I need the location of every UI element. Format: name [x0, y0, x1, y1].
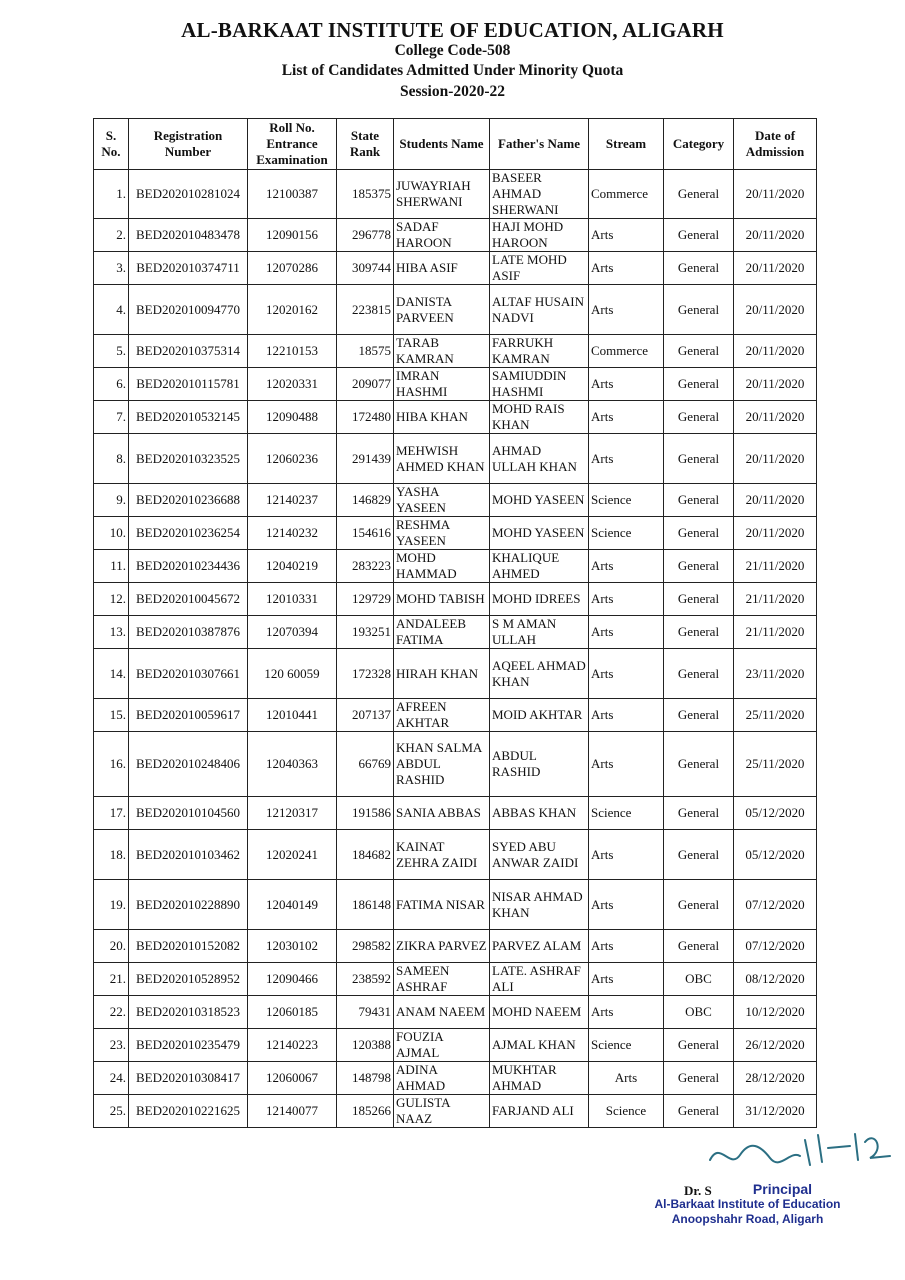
cell-registration: BED202010152082 [129, 930, 248, 963]
col-header-stream: Stream [589, 119, 664, 170]
cell-student: KHAN SALMA ABDUL RASHID [394, 732, 490, 797]
cell-rank: 154616 [337, 517, 394, 550]
cell-roll: 12060067 [248, 1062, 337, 1095]
cell-sno: 9. [94, 484, 129, 517]
cell-rank: 238592 [337, 963, 394, 996]
cell-sno: 13. [94, 616, 129, 649]
cell-category: General [664, 797, 734, 830]
cell-date: 20/11/2020 [734, 219, 817, 252]
college-code: College Code-508 [394, 42, 511, 59]
cell-roll: 12020162 [248, 285, 337, 335]
cell-roll: 12140223 [248, 1029, 337, 1062]
cell-sno: 5. [94, 335, 129, 368]
cell-rank: 209077 [337, 368, 394, 401]
cell-rank: 185375 [337, 170, 394, 219]
cell-student: MEHWISH AHMED KHAN [394, 434, 490, 484]
cell-roll: 12040219 [248, 550, 337, 583]
table-row [94, 1029, 817, 1062]
cell-date: 25/11/2020 [734, 699, 817, 732]
table-row [94, 484, 817, 517]
cell-date: 20/11/2020 [734, 434, 817, 484]
cell-category: General [664, 649, 734, 699]
cell-father: NISAR AHMAD KHAN [490, 880, 589, 930]
cell-sno: 14. [94, 649, 129, 699]
cell-registration: BED202010228890 [129, 880, 248, 930]
cell-stream: Arts [589, 732, 664, 797]
cell-date: 07/12/2020 [734, 930, 817, 963]
cell-roll: 12010441 [248, 699, 337, 732]
cell-rank: 129729 [337, 583, 394, 616]
table-row [94, 368, 817, 401]
cell-registration: BED202010323525 [129, 434, 248, 484]
cell-father: MOHD YASEEN [490, 517, 589, 550]
cell-registration: BED202010059617 [129, 699, 248, 732]
cell-category: General [664, 732, 734, 797]
cell-stream: Arts [589, 285, 664, 335]
cell-student: FATIMA NISAR [394, 880, 490, 930]
cell-registration: BED202010375314 [129, 335, 248, 368]
table-row [94, 830, 817, 880]
table-row [94, 401, 817, 434]
cell-student: SAMEEN ASHRAF [394, 963, 490, 996]
cell-roll: 12020241 [248, 830, 337, 880]
cell-sno: 21. [94, 963, 129, 996]
cell-sno: 12. [94, 583, 129, 616]
cell-roll: 12140232 [248, 517, 337, 550]
cell-father: KHALIQUE AHMED [490, 550, 589, 583]
cell-father: SYED ABU ANWAR ZAIDI [490, 830, 589, 880]
cell-student: JUWAYRIAH SHERWANI [394, 170, 490, 219]
cell-sno: 25. [94, 1095, 129, 1128]
table-row [94, 252, 817, 285]
cell-rank: 296778 [337, 219, 394, 252]
col-header-category: Category [664, 119, 734, 170]
cell-date: 20/11/2020 [734, 517, 817, 550]
cell-stream: Arts [589, 401, 664, 434]
cell-sno: 4. [94, 285, 129, 335]
stamp-address: Anoopshahr Road, Aligarh [671, 1212, 824, 1226]
cell-father: ABBAS KHAN [490, 797, 589, 830]
cell-date: 31/12/2020 [734, 1095, 817, 1128]
cell-date: 21/11/2020 [734, 616, 817, 649]
cell-student: HIRAH KHAN [394, 649, 490, 699]
cell-stream: Arts [589, 830, 664, 880]
table-row [94, 219, 817, 252]
cell-category: General [664, 252, 734, 285]
cell-student: GULISTA NAAZ [394, 1095, 490, 1128]
cell-roll: 12070286 [248, 252, 337, 285]
cell-sno: 16. [94, 732, 129, 797]
table-row [94, 434, 817, 484]
cell-sno: 15. [94, 699, 129, 732]
cell-registration: BED202010236254 [129, 517, 248, 550]
cell-category: General [664, 699, 734, 732]
cell-category: General [664, 616, 734, 649]
cell-date: 20/11/2020 [734, 252, 817, 285]
cell-date: 25/11/2020 [734, 732, 817, 797]
cell-student: KAINAT ZEHRA ZAIDI [394, 830, 490, 880]
cell-stream: Commerce [589, 335, 664, 368]
cell-student: MOHD TABISH [394, 583, 490, 616]
table-row [94, 550, 817, 583]
col-header-date: Date of Admission [734, 119, 817, 170]
cell-roll: 12060236 [248, 434, 337, 484]
cell-stream: Arts [589, 583, 664, 616]
cell-sno: 10. [94, 517, 129, 550]
cell-registration: BED202010528952 [129, 963, 248, 996]
cell-registration: BED202010307661 [129, 649, 248, 699]
col-header-roll: Roll No. Entrance Examination [248, 119, 337, 170]
cell-date: 21/11/2020 [734, 550, 817, 583]
cell-category: General [664, 1029, 734, 1062]
table-row [94, 170, 817, 219]
cell-rank: 18575 [337, 335, 394, 368]
cell-sno: 17. [94, 797, 129, 830]
cell-stream: Arts [589, 930, 664, 963]
table-row [94, 880, 817, 930]
cell-father: FARRUKH KAMRAN [490, 335, 589, 368]
cell-stream: Arts [589, 550, 664, 583]
cell-stream: Science [589, 797, 664, 830]
table-row [94, 285, 817, 335]
list-title: List of Candidates Admitted Under Minority Quota [281, 62, 624, 79]
col-header-sno: S. No. [94, 119, 129, 170]
cell-rank: 283223 [337, 550, 394, 583]
cell-father: PARVEZ ALAM [490, 930, 589, 963]
cell-rank: 186148 [337, 880, 394, 930]
cell-father: LATE. ASHRAF ALI [490, 963, 589, 996]
cell-stream: Arts [589, 368, 664, 401]
cell-sno: 11. [94, 550, 129, 583]
cell-registration: BED202010532145 [129, 401, 248, 434]
cell-registration: BED202010045672 [129, 583, 248, 616]
cell-registration: BED202010281024 [129, 170, 248, 219]
cell-registration: BED202010115781 [129, 368, 248, 401]
cell-father: HAJI MOHD HAROON [490, 219, 589, 252]
institute-title: AL-BARKAAT INSTITUTE OF EDUCATION, ALIGARH [181, 18, 724, 42]
cell-category: General [664, 550, 734, 583]
stamp-institute: Al-Barkaat Institute of Education [654, 1197, 841, 1211]
cell-sno: 24. [94, 1062, 129, 1095]
cell-registration: BED202010236688 [129, 484, 248, 517]
cell-student: IMRAN HASHMI [394, 368, 490, 401]
cell-date: 20/11/2020 [734, 368, 817, 401]
principal-stamp [640, 1181, 855, 1227]
cell-stream: Arts [589, 699, 664, 732]
cell-student: MOHD HAMMAD [394, 550, 490, 583]
cell-father: MOHD RAIS KHAN [490, 401, 589, 434]
table-row [94, 963, 817, 996]
cell-stream: Arts [589, 252, 664, 285]
cell-registration: BED202010234436 [129, 550, 248, 583]
cell-rank: 172480 [337, 401, 394, 434]
cell-category: General [664, 170, 734, 219]
cell-category: General [664, 219, 734, 252]
cell-category: General [664, 401, 734, 434]
cell-date: 20/11/2020 [734, 335, 817, 368]
cell-stream: Arts [589, 649, 664, 699]
cell-father: BASEER AHMAD SHERWANI [490, 170, 589, 219]
cell-date: 05/12/2020 [734, 830, 817, 880]
cell-sno: 3. [94, 252, 129, 285]
cell-stream: Arts [589, 616, 664, 649]
cell-roll: 12140237 [248, 484, 337, 517]
cell-student: ZIKRA PARVEZ [394, 930, 490, 963]
cell-sno: 6. [94, 368, 129, 401]
cell-stream: Science [589, 1095, 664, 1128]
cell-sno: 18. [94, 830, 129, 880]
col-header-registration: Registration Number [129, 119, 248, 170]
cell-roll: 12040363 [248, 732, 337, 797]
cell-category: General [664, 880, 734, 930]
cell-stream: Commerce [589, 170, 664, 219]
table-row [94, 996, 817, 1029]
cell-sno: 22. [94, 996, 129, 1029]
table-row [94, 1062, 817, 1095]
cell-registration: BED202010235479 [129, 1029, 248, 1062]
cell-father: AQEEL AHMAD KHAN [490, 649, 589, 699]
cell-father: AJMAL KHAN [490, 1029, 589, 1062]
cell-registration: BED202010248406 [129, 732, 248, 797]
cell-date: 23/11/2020 [734, 649, 817, 699]
cell-registration: BED202010318523 [129, 996, 248, 1029]
cell-registration: BED202010103462 [129, 830, 248, 880]
cell-father: MOID AKHTAR [490, 699, 589, 732]
cell-sno: 20. [94, 930, 129, 963]
cell-category: General [664, 368, 734, 401]
cell-roll: 12090466 [248, 963, 337, 996]
table-row [94, 517, 817, 550]
cell-category: General [664, 434, 734, 484]
cell-date: 05/12/2020 [734, 797, 817, 830]
cell-registration: BED202010374711 [129, 252, 248, 285]
cell-sno: 8. [94, 434, 129, 484]
cell-rank: 172328 [337, 649, 394, 699]
cell-rank: 120388 [337, 1029, 394, 1062]
admissions-table [93, 118, 817, 1128]
cell-stream: Arts [589, 219, 664, 252]
cell-date: 08/12/2020 [734, 963, 817, 996]
cell-student: TARAB KAMRAN [394, 335, 490, 368]
col-header-rank: State Rank [337, 119, 394, 170]
cell-roll: 12030102 [248, 930, 337, 963]
table-body [94, 170, 817, 1128]
cell-father: ALTAF HUSAIN NADVI [490, 285, 589, 335]
cell-date: 20/11/2020 [734, 484, 817, 517]
cell-father: LATE MOHD ASIF [490, 252, 589, 285]
cell-category: General [664, 930, 734, 963]
table-row [94, 797, 817, 830]
cell-sno: 1. [94, 170, 129, 219]
cell-category: General [664, 830, 734, 880]
table-row [94, 616, 817, 649]
cell-stream: Science [589, 1029, 664, 1062]
cell-date: 20/11/2020 [734, 170, 817, 219]
cell-roll: 120 60059 [248, 649, 337, 699]
cell-roll: 12060185 [248, 996, 337, 1029]
cell-roll: 12040149 [248, 880, 337, 930]
cell-roll: 12070394 [248, 616, 337, 649]
stamp-title: Principal [752, 1181, 813, 1197]
cell-sno: 19. [94, 880, 129, 930]
cell-rank: 291439 [337, 434, 394, 484]
cell-date: 10/12/2020 [734, 996, 817, 1029]
table-row [94, 732, 817, 797]
cell-rank: 79431 [337, 996, 394, 1029]
session-label: Session-2020-22 [399, 83, 506, 100]
cell-father: MUKHTAR AHMAD [490, 1062, 589, 1095]
cell-student: HIBA KHAN [394, 401, 490, 434]
cell-category: General [664, 1062, 734, 1095]
cell-rank: 223815 [337, 285, 394, 335]
cell-student: YASHA YASEEN [394, 484, 490, 517]
col-header-student: Students Name [394, 119, 490, 170]
cell-rank: 298582 [337, 930, 394, 963]
table-header-row [94, 119, 817, 170]
table-row [94, 335, 817, 368]
cell-stream: Arts [589, 880, 664, 930]
cell-student: ADINA AHMAD [394, 1062, 490, 1095]
cell-roll: 12120317 [248, 797, 337, 830]
cell-roll: 12140077 [248, 1095, 337, 1128]
cell-sno: 23. [94, 1029, 129, 1062]
cell-category: OBC [664, 996, 734, 1029]
cell-stream: Arts [589, 963, 664, 996]
cell-stream: Arts [589, 434, 664, 484]
col-header-father: Father's Name [490, 119, 589, 170]
cell-date: 26/12/2020 [734, 1029, 817, 1062]
table-row [94, 583, 817, 616]
cell-father: MOHD YASEEN [490, 484, 589, 517]
cell-category: General [664, 484, 734, 517]
cell-father: S M AMAN ULLAH [490, 616, 589, 649]
cell-sno: 7. [94, 401, 129, 434]
cell-category: OBC [664, 963, 734, 996]
cell-registration: BED202010104560 [129, 797, 248, 830]
table-row [94, 930, 817, 963]
cell-roll: 12210153 [248, 335, 337, 368]
cell-rank: 191586 [337, 797, 394, 830]
cell-date: 21/11/2020 [734, 583, 817, 616]
cell-rank: 146829 [337, 484, 394, 517]
cell-category: General [664, 335, 734, 368]
cell-stream: Science [589, 484, 664, 517]
cell-father: SAMIUDDIN HASHMI [490, 368, 589, 401]
table-row [94, 649, 817, 699]
cell-rank: 185266 [337, 1095, 394, 1128]
cell-date: 20/11/2020 [734, 285, 817, 335]
cell-rank: 207137 [337, 699, 394, 732]
cell-registration: BED202010308417 [129, 1062, 248, 1095]
cell-student: SANIA ABBAS [394, 797, 490, 830]
cell-rank: 193251 [337, 616, 394, 649]
cell-roll: 12100387 [248, 170, 337, 219]
cell-category: General [664, 583, 734, 616]
cell-category: General [664, 517, 734, 550]
cell-rank: 66769 [337, 732, 394, 797]
cell-roll: 12010331 [248, 583, 337, 616]
cell-student: ANDALEEB FATIMA [394, 616, 490, 649]
cell-father: MOHD IDREES [490, 583, 589, 616]
cell-student: HIBA ASIF [394, 252, 490, 285]
table-row [94, 699, 817, 732]
cell-stream: Science [589, 517, 664, 550]
cell-student: FOUZIA AJMAL [394, 1029, 490, 1062]
cell-date: 28/12/2020 [734, 1062, 817, 1095]
cell-student: RESHMA YASEEN [394, 517, 490, 550]
cell-roll: 12090156 [248, 219, 337, 252]
cell-registration: BED202010387876 [129, 616, 248, 649]
cell-rank: 184682 [337, 830, 394, 880]
cell-father: FARJAND ALI [490, 1095, 589, 1128]
cell-registration: BED202010094770 [129, 285, 248, 335]
signatory-name: Dr. S [684, 1183, 712, 1198]
cell-date: 07/12/2020 [734, 880, 817, 930]
cell-registration: BED202010221625 [129, 1095, 248, 1128]
cell-rank: 309744 [337, 252, 394, 285]
cell-father: AHMAD ULLAH KHAN [490, 434, 589, 484]
handwritten-signature [700, 1120, 900, 1180]
cell-father: ABDUL RASHID [490, 732, 589, 797]
cell-student: DANISTA PARVEEN [394, 285, 490, 335]
cell-student: ANAM NAEEM [394, 996, 490, 1029]
cell-student: AFREEN AKHTAR [394, 699, 490, 732]
cell-student: SADAF HAROON [394, 219, 490, 252]
cell-stream: Arts [589, 1062, 664, 1095]
cell-date: 20/11/2020 [734, 401, 817, 434]
cell-category: General [664, 1095, 734, 1128]
cell-stream: Arts [589, 996, 664, 1029]
cell-category: General [664, 285, 734, 335]
cell-registration: BED202010483478 [129, 219, 248, 252]
cell-roll: 12090488 [248, 401, 337, 434]
cell-father: MOHD NAEEM [490, 996, 589, 1029]
cell-sno: 2. [94, 219, 129, 252]
cell-rank: 148798 [337, 1062, 394, 1095]
cell-roll: 12020331 [248, 368, 337, 401]
